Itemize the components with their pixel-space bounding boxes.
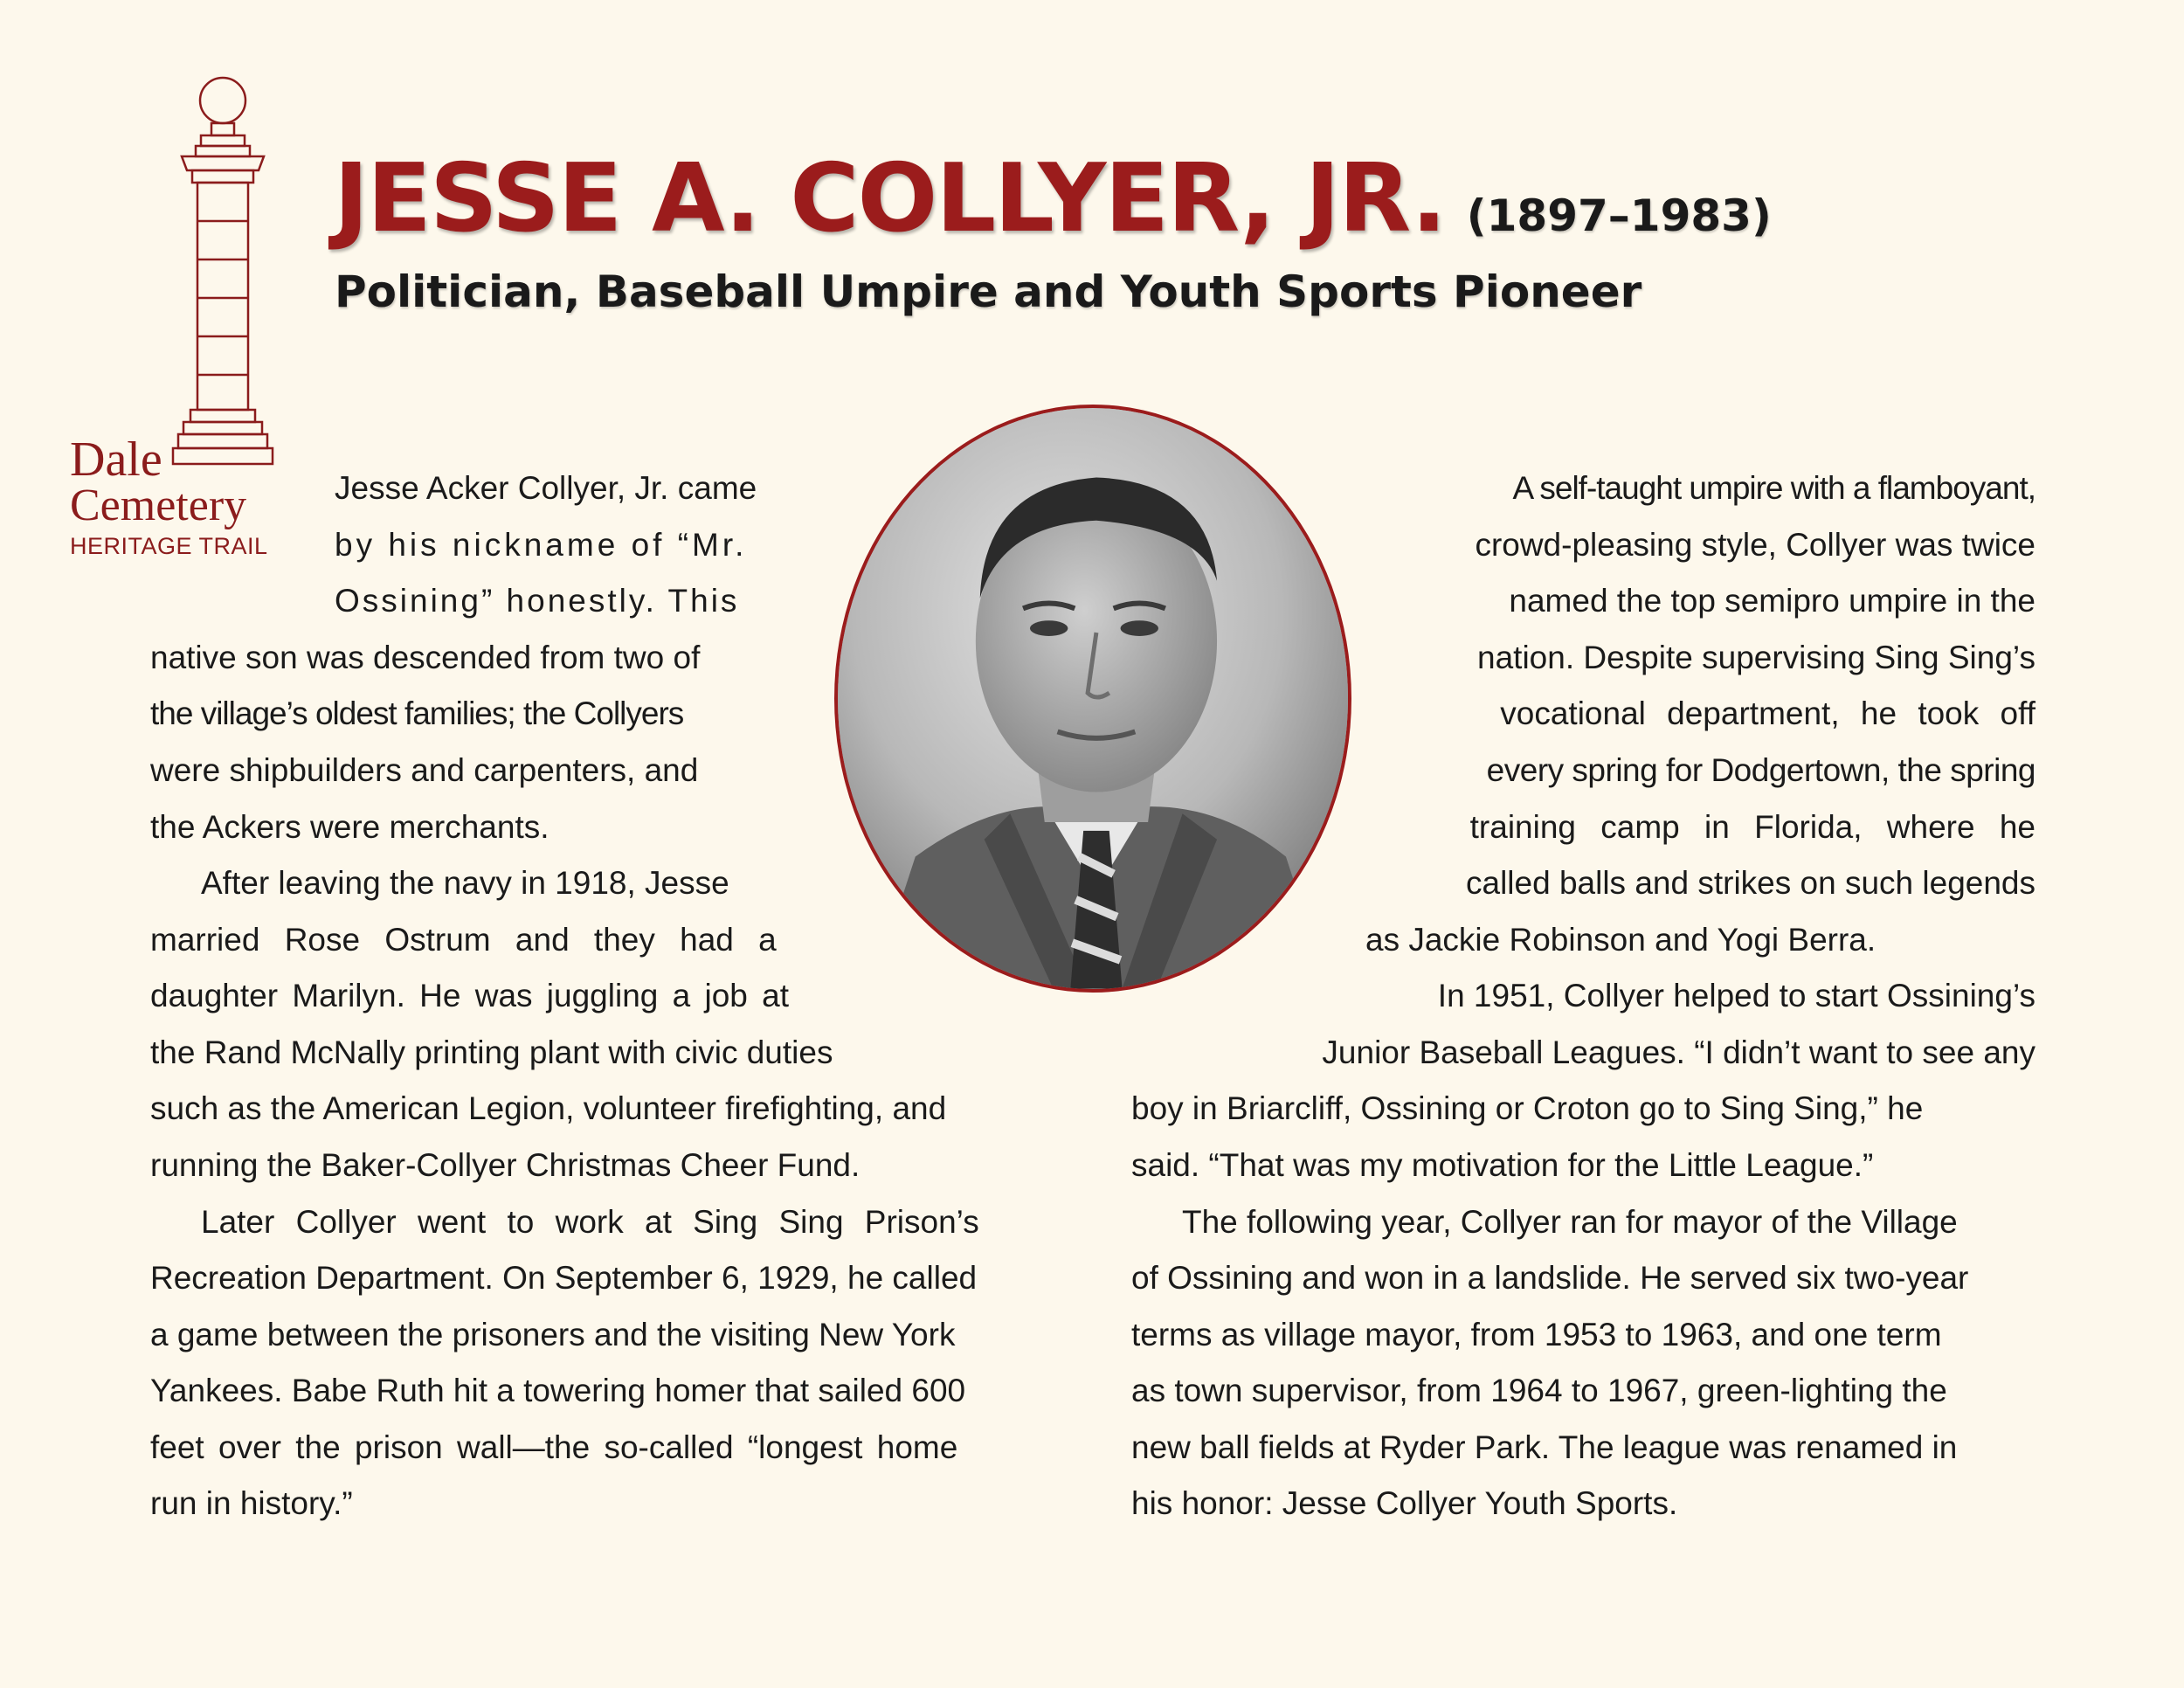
left-line: married Rose Ostrum and they had a [150,922,777,958]
left-line: the Rand McNally printing plant with civic duties [150,1034,833,1070]
right-line: said. “That was my motivation for the Little League.” [1131,1147,1874,1183]
left-line: Later Collyer went to work at Sing Sing Prison’s [201,1204,979,1240]
right-line: as town supervisor, from 1964 to 1967, green-lighting the [1131,1373,1947,1408]
left-line: such as the American Legion, volunteer firefighting, and [150,1090,947,1126]
left-line: Yankees. Babe Ruth hit a towering homer that sailed 600 [150,1373,966,1408]
left-line: feet over the prison wall—the so-called “longest home [150,1429,958,1465]
right-line: In 1951, Collyer helped to start Ossining’s [1437,978,2035,1013]
right-line: new ball fields at Ryder Park. The league was renamed in [1131,1429,1958,1465]
right-line: as Jackie Robinson and Yogi Berra. [1365,922,1876,958]
page-title [334,144,1772,253]
right-line: The following year, Collyer ran for mayor of the Village [1182,1204,1958,1240]
title-years: (1897–1983) [1466,190,1772,241]
left-line: run in history.” [150,1485,353,1521]
right-line: his honor: Jesse Collyer Youth Sports. [1131,1485,1678,1521]
right-line: boy in Briarcliff, Ossining or Croton go to Sing Sing,” he [1131,1090,1924,1126]
left-line: the Ackers were merchants. [150,809,549,845]
right-line: terms as village mayor, from 1953 to 1963, and one term [1131,1317,1942,1352]
right-line: A self-taught umpire with a flamboyant, [1512,470,2035,506]
right-line: every spring for Dodgertown, the spring [1486,752,2035,788]
left-line: Ossining” honestly. This [335,583,740,619]
logo-text [70,432,280,560]
left-line: Jesse Acker Collyer, Jr. came [335,470,757,506]
right-line: called balls and strikes on such legends [1466,865,2035,901]
left-line: running the Baker-Collyer Christmas Cheer Fund. [150,1147,860,1183]
portrait-photo [834,405,1351,993]
column-logo-icon [157,66,288,485]
left-line: by his nickname of “Mr. [335,527,748,563]
left-line: Recreation Department. On September 6, 1929, he called [150,1260,978,1296]
right-line: nation. Despite supervising Sing Sing’s [1477,640,2035,675]
right-line: vocational department, he took off [1500,695,2035,731]
right-line: of Ossining and won in a landslide. He served six two-year [1131,1260,1969,1296]
page-subtitle: Politician, Baseball Umpire and Youth Sports Pioneer [335,266,1642,317]
right-line: training camp in Florida, where he [1469,809,2035,845]
portrait-icon [838,408,1348,989]
logo-dale: Dale [70,432,162,487]
left-line: native son was descended from two of [150,640,701,675]
logo-heritage-trail: HERITAGE TRAIL [70,533,268,559]
title-name: JESSE A. COLLYER, JR. [334,144,1446,253]
left-line: were shipbuilders and carpenters, and [150,752,699,788]
left-line: daughter Marilyn. He was juggling a job at [150,978,789,1013]
right-line: Junior Baseball Leagues. “I didn’t want to see any [1322,1034,2035,1070]
right-line: crowd-pleasing style, Collyer was twice [1475,527,2035,563]
logo-cemetery: Cemetery [70,481,247,530]
left-line: the village’s oldest families; the Collyers [150,695,684,731]
left-line: After leaving the navy in 1918, Jesse [201,865,729,901]
right-line: named the top semipro umpire in the [1509,583,2035,619]
left-line: a game between the prisoners and the visiting New York [150,1317,956,1352]
